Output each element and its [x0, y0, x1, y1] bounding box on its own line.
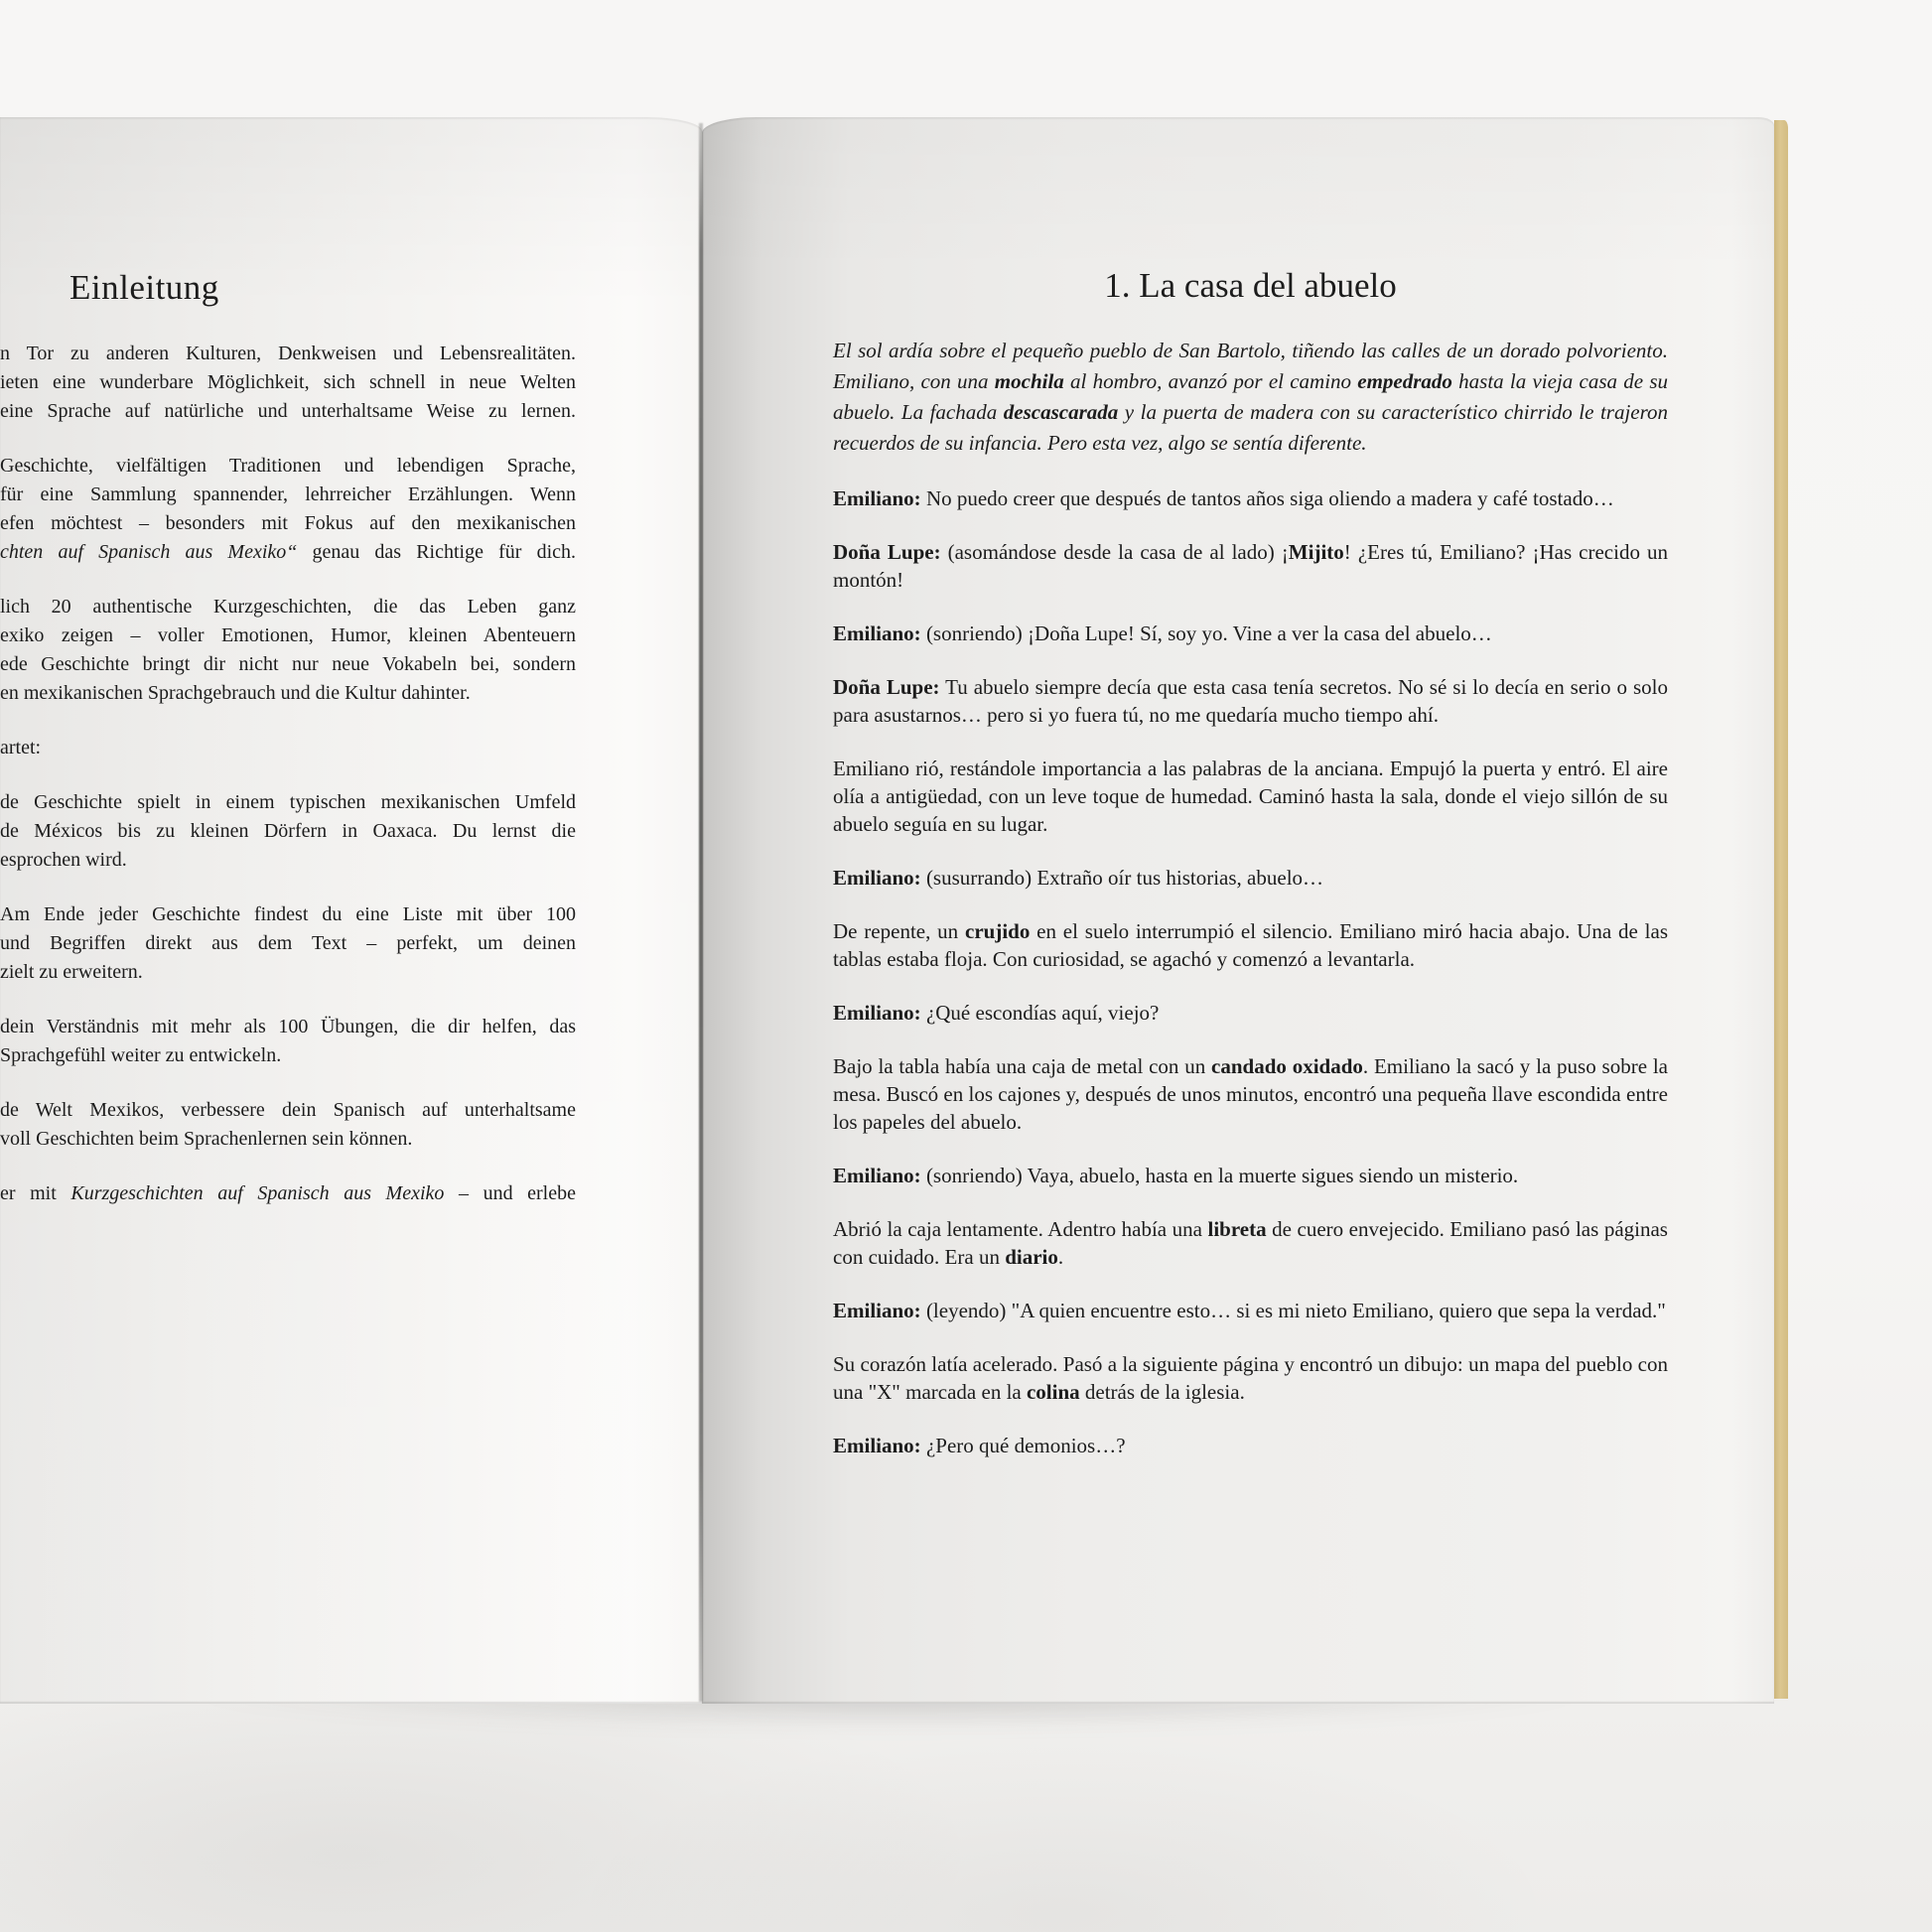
paragraph: [833, 1297, 1668, 1324]
text-line: [0, 509, 576, 538]
text-segment: Su corazón latía acelerado. Pasó a la siguiente página y encontró un dibujo: un mapa del pueblo con una "X" marcada en la: [833, 1352, 1668, 1404]
text-line: [0, 481, 576, 509]
text-segment: descascarada: [1003, 400, 1119, 424]
text-line: [0, 846, 576, 875]
text-line: [0, 1179, 576, 1208]
text-segment: en mexikanischen Sprachgebrauch und die Kultur dahinter.: [0, 682, 471, 704]
text-segment: Doña Lupe:: [833, 675, 940, 699]
text-segment: n Tor zu anderen Kulturen, Denkweisen und Lebensrealitäten.: [0, 343, 576, 364]
text-segment: de Geschichte spielt in einem typischen mexikanischen Umfeld: [0, 791, 576, 813]
text-line: [0, 929, 576, 958]
text-line: [0, 734, 576, 762]
text-line: [0, 900, 576, 929]
text-segment: ! ¿Eres tú, Emiliano? ¡Has crecido un montón!: [833, 540, 1669, 592]
text-segment: Emiliano:: [833, 866, 921, 890]
text-line: [0, 621, 576, 650]
text-segment: candado oxidado: [1211, 1054, 1363, 1078]
text-segment: voll Geschichten beim Sprachenlernen sein können.: [0, 1128, 413, 1150]
text-line: [0, 650, 576, 679]
open-book: [0, 117, 1788, 1704]
right-page-title: 1. La casa del abuelo: [1104, 266, 1397, 305]
text-segment: Emiliano:: [833, 486, 921, 510]
text-line: [0, 368, 576, 397]
paragraph: [833, 917, 1668, 973]
text-segment: und Begriffen direkt aus dem Text – perfekt, um deinen: [0, 932, 576, 954]
text-segment: (leyendo) "A quien encuentre esto… si es mi nieto Emiliano, quiero que sepa la verdad.": [920, 1299, 1666, 1322]
paragraph: [833, 1162, 1668, 1189]
text-line: [0, 452, 576, 481]
paragraph: [0, 900, 576, 987]
text-segment: Emiliano:: [833, 1001, 921, 1025]
paragraph: [0, 593, 576, 708]
text-line: [0, 679, 576, 708]
text-segment: de Méxicos bis zu kleinen Dörfern in Oaxaca. Du lernst die: [0, 820, 576, 842]
text-segment: hasta la vieja casa de su abuelo. La fachada: [833, 369, 1668, 424]
text-segment: ieten eine wunderbare Möglichkeit, sich schnell in neue Welten: [0, 371, 576, 393]
paragraph: [0, 1096, 576, 1154]
paragraph: [833, 999, 1668, 1027]
text-line: [0, 1041, 576, 1070]
text-segment: esprochen wird.: [0, 849, 127, 871]
text-line: [0, 340, 576, 368]
text-segment: efen möchtest – besonders mit Fokus auf den mexikanischen: [0, 512, 576, 534]
text-segment: exiko zeigen – voller Emotionen, Humor, kleinen Abenteuern: [0, 624, 576, 646]
text-segment: mochila: [994, 369, 1064, 393]
text-segment: No puedo creer que después de tantos años siga oliendo a madera y café tostado…: [920, 486, 1614, 510]
text-segment: genau das Richtige für dich.: [297, 541, 576, 563]
text-segment: Emiliano rió, restándole importancia a las palabras de la anciana. Empujó la puerta y entró. El aire olía a antigüedad, con un leve toque de humedad. Caminó hasta la sala, donde el viejo sillón de su abuelo seguía en su lugar.: [833, 757, 1668, 836]
text-segment: Tu abuelo siempre decía que esta casa tenía secretos. No sé si lo decía en serio o solo para asustarnos… pero si yo fuera tú, no me quedaría mucho tiempo ahí.: [833, 675, 1668, 727]
text-segment: Geschichte, vielfältigen Traditionen und lebendigen Sprache,: [0, 455, 576, 477]
paragraph: [833, 673, 1668, 729]
text-segment: ¿Qué escondías aquí, viejo?: [920, 1001, 1160, 1025]
text-segment: artet:: [0, 737, 42, 759]
text-segment: colina: [1026, 1380, 1080, 1404]
paragraph: [0, 340, 576, 426]
paragraph: [833, 1432, 1668, 1459]
text-segment: empedrado: [1357, 369, 1452, 393]
text-segment: Abrió la caja lentamente. Adentro había una: [833, 1217, 1208, 1241]
text-segment: (sonriendo) ¡Doña Lupe! Sí, soy yo. Vine a ver la casa del abuelo…: [920, 621, 1492, 645]
paragraph: [0, 1013, 576, 1070]
paragraph: [0, 452, 576, 567]
text-segment: detrás de la iglesia.: [1079, 1380, 1245, 1404]
paragraph: [833, 755, 1668, 838]
paragraph: [0, 1179, 576, 1208]
text-segment: ¿Pero qué demonios…?: [920, 1434, 1126, 1457]
text-segment: zielt zu erweitern.: [0, 961, 143, 983]
page-block-edge: [1774, 120, 1788, 1699]
text-segment: Am Ende jeder Geschichte findest du eine Liste mit über 100: [0, 903, 576, 925]
text-segment: Mijito: [1288, 540, 1344, 564]
text-segment: .: [1057, 1245, 1064, 1269]
text-segment: ede Geschichte bringt dir nicht nur neue Vokabeln bei, sondern: [0, 653, 576, 675]
text-segment: dein Verständnis mit mehr als 100 Übungen, die dir helfen, das: [0, 1016, 576, 1037]
paragraph: [833, 1052, 1668, 1136]
paragraph: [833, 1350, 1668, 1406]
paragraph: [833, 1215, 1668, 1271]
paragraph: [0, 788, 576, 875]
text-segment: crujido: [965, 919, 1031, 943]
text-segment: al hombro, avanzó por el camino: [1063, 369, 1358, 393]
paragraph: [833, 864, 1668, 892]
text-segment: libreta: [1207, 1217, 1267, 1241]
text-line: [0, 538, 576, 567]
paragraph: [833, 484, 1668, 512]
story-intro-paragraph: [833, 336, 1668, 459]
text-line: [0, 1125, 576, 1154]
text-segment: chten auf Spanisch aus Mexiko“: [0, 541, 298, 563]
left-page: [0, 117, 702, 1704]
text-segment: lich 20 authentische Kurzgeschichten, die das Leben ganz: [0, 596, 576, 618]
text-segment: de Welt Mexikos, verbessere dein Spanisch auf unterhaltsame: [0, 1099, 576, 1121]
text-segment: für eine Sammlung spannender, lehrreicher Erzählungen. Wenn: [0, 483, 576, 505]
text-segment: y la puerta de madera con su característico chirrido le trajeron recuerdos de su infancia. Pero esta vez, algo se sentía diferente.: [833, 400, 1669, 455]
text-segment: Emiliano:: [833, 621, 921, 645]
text-segment: diario: [1005, 1245, 1058, 1269]
text-line: [0, 1013, 576, 1041]
text-segment: Emiliano:: [833, 1164, 921, 1187]
text-segment: (sonriendo) Vaya, abuelo, hasta en la muerte sigues siendo un misterio.: [920, 1164, 1519, 1187]
text-segment: Emiliano:: [833, 1434, 921, 1457]
text-segment: – und erlebe: [444, 1182, 576, 1204]
text-segment: Kurzgeschichten auf Spanisch aus Mexiko: [70, 1182, 445, 1204]
paragraph: [833, 620, 1668, 647]
text-segment: en el suelo interrumpió el silencio. Emiliano miró hacia abajo. Una de las tablas estaba floja. Con curiosidad, se agachó y comenzó a levantarla.: [833, 919, 1668, 971]
text-line: [0, 593, 576, 621]
text-segment: De repente, un: [833, 919, 965, 943]
left-page-body: [0, 340, 576, 1234]
text-segment: er mit: [0, 1182, 71, 1204]
right-page-body: [833, 336, 1668, 1485]
text-line: [0, 817, 576, 846]
text-segment: . Emiliano la sacó y la puso sobre la mesa. Buscó en los cajones y, después de unos minutos, encontró una pequeña llave escondida entre los papeles del abuelo.: [833, 1054, 1668, 1134]
text-segment: (susurrando) Extraño oír tus historias, abuelo…: [920, 866, 1324, 890]
text-line: [0, 958, 576, 987]
left-page-title: Einleitung: [69, 268, 219, 307]
text-segment: eine Sprache auf natürliche und unterhaltsame Weise zu lernen.: [0, 400, 576, 422]
text-segment: El sol ardía sobre el pequeño pueblo de San Bartolo, tiñendo las calles de un dorado polvoriento. Emiliano, con una: [833, 339, 1668, 393]
paragraph: [0, 734, 576, 762]
text-segment: de cuero envejecido. Emiliano pasó las páginas con cuidado. Era un: [833, 1217, 1668, 1269]
text-segment: Sprachgefühl weiter zu entwickeln.: [0, 1044, 282, 1066]
right-page: [702, 117, 1774, 1704]
paragraph: [833, 538, 1668, 594]
text-line: [0, 788, 576, 817]
text-segment: Doña Lupe:: [833, 540, 941, 564]
book-gutter: [699, 123, 703, 1702]
text-line: [0, 1096, 576, 1125]
text-segment: Bajo la tabla había una caja de metal con un: [833, 1054, 1212, 1078]
text-segment: (asomándose desde la casa de al lado) ¡: [940, 540, 1289, 564]
text-line: [0, 397, 576, 426]
text-segment: Emiliano:: [833, 1299, 921, 1322]
